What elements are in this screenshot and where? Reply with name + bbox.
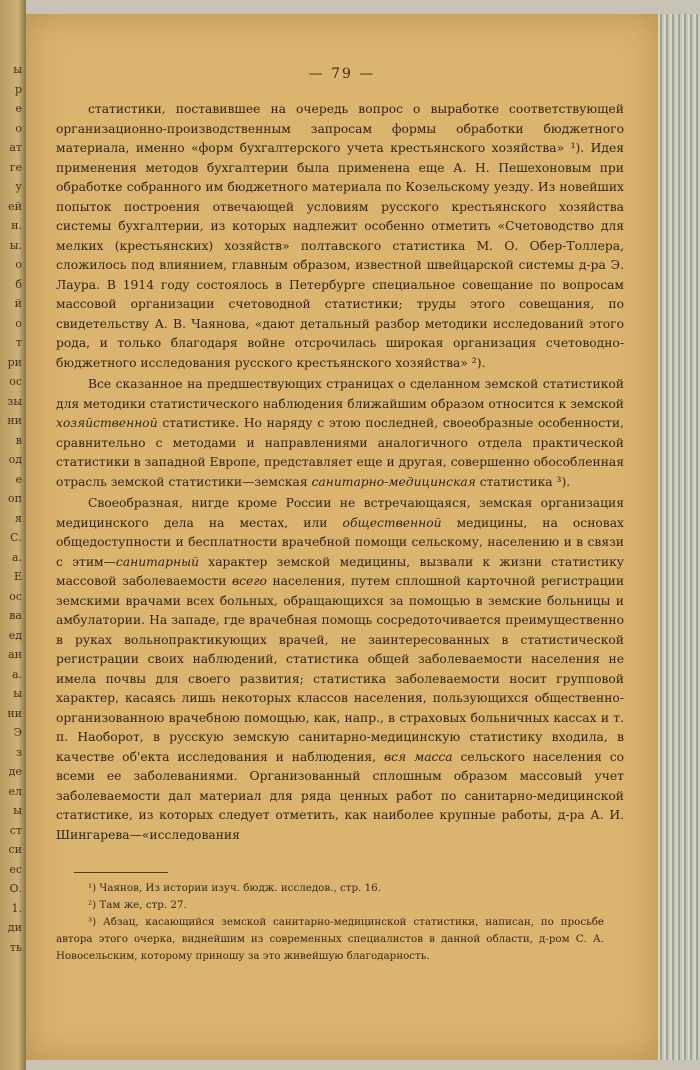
adjacent-page-text-fragments — [0, 60, 22, 957]
body-text — [56, 100, 624, 845]
margin-fragment: Э — [13, 726, 22, 739]
margin-fragment: й — [14, 297, 22, 310]
margin-fragment: е — [15, 102, 22, 115]
text-run: статистика ³). — [475, 474, 571, 489]
margin-fragment: ть — [9, 940, 22, 954]
margin-fragment: ри — [7, 355, 22, 369]
margin-fragment: а. — [11, 667, 22, 681]
footnotes — [56, 880, 604, 965]
margin-fragment: ы — [13, 63, 22, 76]
margin-fragment: о — [15, 316, 22, 330]
book-page — [26, 14, 658, 1060]
text-run: Своеобразная, нигде кроме России не встречающаяся, земская организация медицинского дела на местах, или — [56, 496, 624, 530]
footnote: ¹) Чаянов, Из истории изуч. бюдж. исследов., стр. 16. — [88, 882, 381, 894]
margin-fragment: я — [15, 511, 22, 525]
margin-fragment: ге — [9, 160, 22, 174]
paragraph — [56, 375, 624, 492]
adjacent-page-edge — [0, 0, 26, 1070]
margin-fragment: е — [15, 472, 22, 486]
margin-fragment: ва — [9, 609, 22, 622]
margin-fragment: р — [14, 82, 22, 96]
margin-fragment: б — [15, 277, 22, 291]
margin-fragment: ел — [8, 784, 22, 798]
margin-fragment: ат — [9, 141, 22, 154]
margin-fragment: ан — [8, 648, 22, 661]
italic-phrase: санитарный — [115, 554, 200, 569]
margin-fragment: ы. — [9, 238, 22, 252]
margin-fragment: ей — [8, 199, 22, 213]
margin-fragment: зы — [7, 394, 22, 408]
book-block-edge — [654, 14, 700, 1060]
margin-fragment: Е — [13, 570, 22, 583]
margin-fragment: в — [15, 433, 22, 447]
margin-fragment: С. — [10, 531, 22, 544]
margin-fragment: ед — [8, 628, 22, 642]
text-run: характер земской медицины, вызвали к жизни статистику массовой заболеваемости — [56, 554, 625, 588]
margin-fragment: а. — [11, 550, 22, 564]
margin-fragment: оп — [8, 492, 22, 505]
margin-fragment: ос — [9, 589, 22, 603]
italic-phrase: всего — [231, 574, 267, 588]
margin-fragment: де — [8, 765, 22, 778]
margin-fragment: ди — [7, 921, 22, 934]
margin-fragment: ес — [9, 862, 22, 876]
margin-fragment: о — [15, 258, 22, 271]
text-run: медицины, на основах общедоступности и бесплатности врачебной помощи сельскому, населению и в связи с этим— — [56, 515, 624, 569]
text-run: населения, путем сплошной карточной регистрации земскими врачами всех больных, обращающихся за помощью в земские больницы и амбулатории. На западе, где врачебная помощь сосредоточивается преимущественно в руках вольнопрактикующих врачей, не заинтересованных в статистической регистрации своих наблюдений, статистика общей заболеваемости населения не имела почвы для своего развития; статистика заболеваемости носит групповой характер, касаясь лишь некоторых классов населения, пользующихся общественно-организованною врачебною помощью, как, напр., в страховых больничных кассах и т. п. Наоборот, в русскую земскую санитарно-медицинскую статистику входила, в качестве об'екта исследования и наблюдения, — [56, 574, 625, 764]
margin-fragment: си — [8, 843, 22, 856]
margin-fragment: ни — [7, 414, 22, 427]
text-run: Все сказанное на предшествующих страницах о сделанном земской статистикой для методики статистического наблюдения ближайшим образом относится к земской — [56, 377, 624, 411]
footnote: ²) Там же, стр. 27. — [88, 899, 187, 911]
margin-fragment: у — [15, 180, 22, 193]
margin-fragment: ос — [9, 375, 22, 388]
footnote-separator — [74, 872, 168, 873]
margin-fragment: од — [8, 453, 22, 466]
text-run: сельского населения со всеми ее заболеваниями. Организованный сплошным образом массовый учет заболеваемости дал материал для ряда ценных работ по санитарно-медицинской статистике, из которых следует отметить, как наиболее крупные работы, д-ра А. И. Шингарева—«исследования — [56, 749, 624, 842]
text-run: статистике. Но наряду с этою последней, своеобразные особенности, сравнительно с методами и направлениями аналогичного отдела практической статистики в западной Европе, представляет еще и другая, совершенно обособленная отрасль земской статистики—земская — [56, 416, 624, 489]
footnote: ³) Абзац, касающийся земской санитарно-медицинской статистики, написан, по просьбе автора этого очерка, виднейшим из современных специалистов в данной области, д-ром С. А. Новосельским, которому приношу за это живейшую благодарность. — [56, 916, 604, 962]
margin-fragment: т — [15, 336, 22, 349]
italic-phrase: вся масса — [383, 749, 453, 764]
page-number: — 79 — — [308, 66, 376, 82]
margin-fragment: з — [16, 745, 22, 759]
text-run: статистики, поставившее на очередь вопрос о выработке соответствующей организационно-производственным запросам формы обработки бюджетного материала, именно «форм бухгалтерского учета крестьянского хозяйства» ¹). Идея применения методов бухгалтерии была применена еще А. Н. Пешехоновым при обработке собранного им бюджетного материала по Козельскому уезду. Из новейших попыток построения отвечающей условиям русского крестьянского хозяйства системы бухгалтерии, из которых надлежит особенно отметить «Счетоводство для мелких (крестьянских) хозяйств» полтавского статистика М. О. Обер-Толлера, сложилось под влиянием, главным образом, известной швейцарской системы д-ра Э. Лаура. В 1914 году состоялось в Петербурге специальное совещание по вопросам массовой организации счетоводной статистики; труды этого совещания, по свидетельству А. В. Чаянова, «дают детальный разбор методики исследований этого рода, и только благодаря войне отсрочилась широкая организация счетоводно-бюджетного исследования русского крестьянского хозяйства» ²). — [56, 102, 624, 370]
paragraph — [56, 494, 624, 845]
italic-phrase: санитарно-медицинская — [311, 474, 476, 489]
margin-fragment: ни — [7, 706, 22, 720]
italic-phrase: общественной — [342, 515, 442, 530]
margin-fragment: 1. — [11, 901, 22, 915]
margin-fragment: ы — [13, 687, 22, 700]
italic-phrase: хозяйственной — [56, 416, 158, 430]
margin-fragment: О. — [9, 882, 22, 895]
margin-fragment: ы — [13, 804, 22, 817]
margin-fragment: н. — [11, 219, 22, 232]
margin-fragment: о — [15, 121, 22, 135]
margin-fragment: ст — [9, 823, 22, 837]
paragraph — [56, 100, 624, 373]
